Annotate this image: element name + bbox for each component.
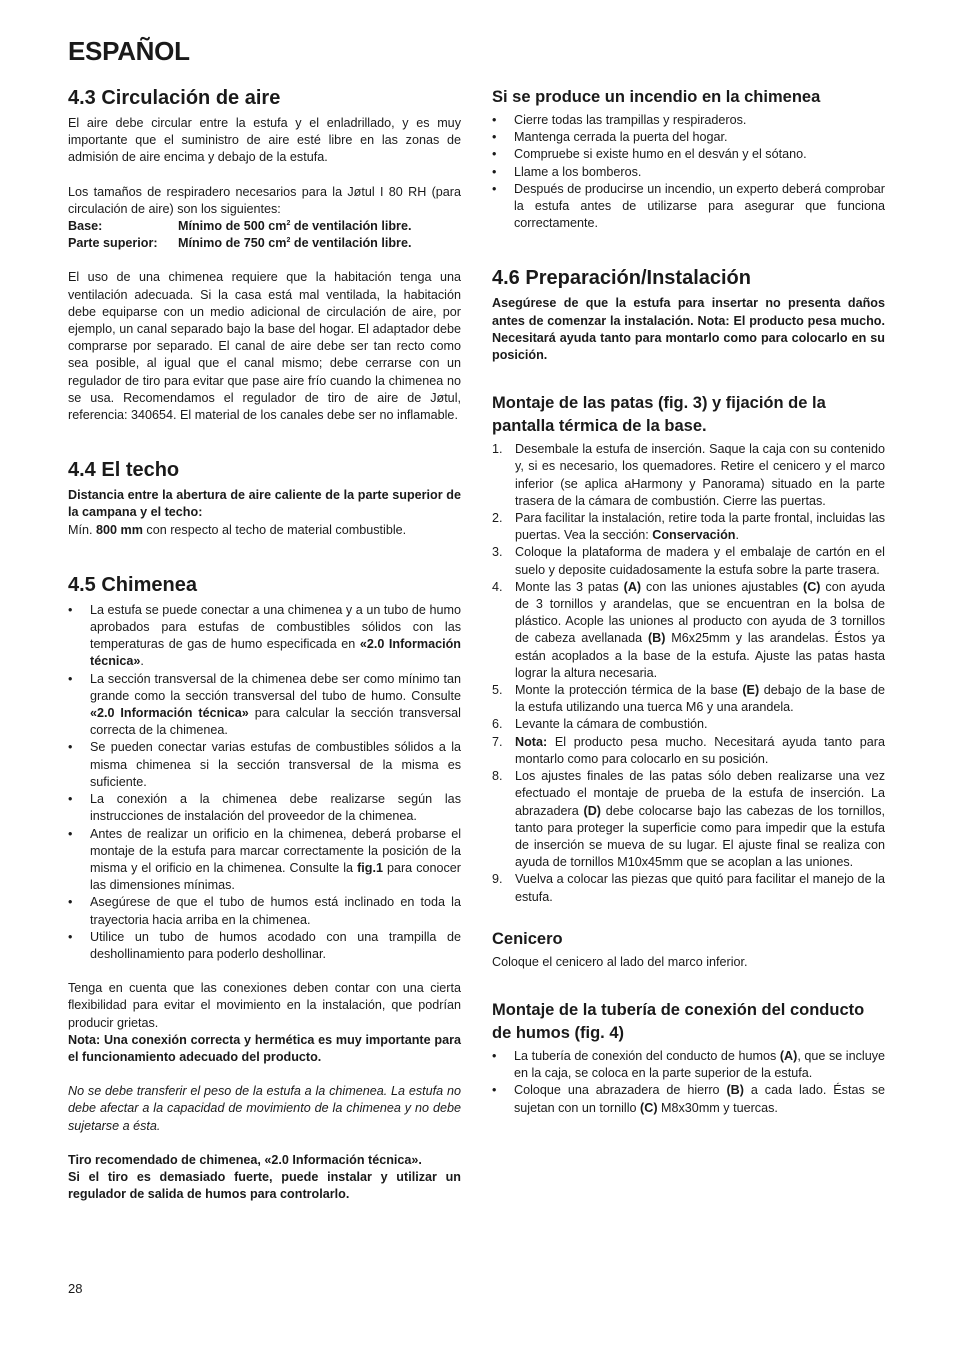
note: Nota: Una conexión correcta y hermética es muy importante para el funcionamiento adecuado del producto. xyxy=(68,1032,461,1064)
list-item xyxy=(492,871,885,905)
bullet-list xyxy=(492,1048,885,1117)
text: a cada lado. Éstas se sujetan con un tornillo xyxy=(514,1083,885,1115)
text: Levante la cámara de combustión. xyxy=(515,717,708,732)
list-item xyxy=(492,579,885,682)
paragraph-italic: No se debe transferir el peso de la estufa a la chimenea. La estufa no debe afectar a la capacidad de movimiento de la chimenea y no debe sujetarse a ésta. xyxy=(68,1084,461,1133)
list-item xyxy=(492,544,885,578)
text: M8x30mm y tuercas. xyxy=(657,1100,778,1115)
list-item: • Se pueden conectar varias estufas de combustibles sólidos a la misma chimenea si la sección transversal de la misma es suficiente. xyxy=(68,739,461,791)
paragraph-bold: Tiro recomendado de chimenea, «2.0 Información técnica». xyxy=(68,1152,422,1167)
list-item: • Compruebe si existe humo en el desván y el sótano. xyxy=(492,146,885,163)
text: . xyxy=(140,654,144,669)
list-number: 7. xyxy=(492,734,503,749)
page-title: ESPAÑOL xyxy=(68,36,190,66)
text-bold: «2.0 Información técnica» xyxy=(90,637,461,669)
subsection-heading: Si se produce un incendio en la chimenea xyxy=(492,88,821,106)
vent-base-row xyxy=(68,218,461,235)
section-4-6 xyxy=(492,266,885,364)
page-number: 28 xyxy=(68,1281,83,1296)
right-column xyxy=(492,86,885,1117)
list-item xyxy=(492,1082,885,1116)
list-item xyxy=(492,441,885,510)
left-column xyxy=(68,86,461,1203)
vent-value-text: de ventilación libre. xyxy=(290,236,412,251)
text: La sección transversal de la chimenea debe ser como mínimo tan grande como la sección transversal del tubo de humo. Consulte xyxy=(90,671,461,703)
text-bold: «2.0 Información técnica» xyxy=(90,706,249,721)
vent-label: Parte superior: xyxy=(68,236,158,251)
subsection-heading: Cenicero xyxy=(492,929,563,948)
list-item: • Cierre todas las trampillas y respiraderos. xyxy=(492,112,885,129)
section-heading: 4.3 Circulación de aire xyxy=(68,87,281,109)
text: con respecto al techo de material combustible. xyxy=(142,522,407,537)
text-bold: (A) xyxy=(623,579,642,594)
text-bold: (D) xyxy=(583,803,601,818)
list-item xyxy=(68,602,461,671)
paragraph-bold: Distancia entre la abertura de aire caliente de la parte superior de la campana y el techo: xyxy=(68,488,461,520)
text: El producto pesa mucho. Necesitará ayuda tanto para montarlo como para colocarlo en su posición. xyxy=(515,734,885,766)
text: La estufa se puede conectar a una chimenea y a un tubo de humo aprobados para estufas de combustibles sólidos con las temperaturas de gas de humo especificada en xyxy=(90,602,461,652)
text: para calcular la sección transversal correcta de la chimenea. xyxy=(90,706,461,738)
paragraph: El aire debe circular entre la estufa y el enladrillado, y es muy importante que el suministro de aire esté libre en las zonas de admisión de aire encima y debajo de la estufa. xyxy=(68,116,461,165)
paragraph-bold: Asegúrese de que la estufa para insertar no presenta daños antes de comenzar la instalación. Nota: El producto pesa mucho. Necesitará ayuda tanto para montarlo como para colocarlo en su posición. xyxy=(492,296,885,363)
text: Desembale la estufa de inserción. Saque la caja con su contenido y, si es necesario, los quemadores. Retire el cenicero y el marco inferior (se aplica aHarmony y Panorama) situado en la parte trasera de la cámara de combustión. Cierre las puertas. xyxy=(515,442,885,508)
section-ashtray xyxy=(492,928,885,971)
paragraph: Los tamaños de respiradero necesarios para la Jøtul I 80 RH (para circulación de aire) son los siguientes: xyxy=(68,184,461,216)
text: . xyxy=(735,528,740,543)
text-bold: 800 mm xyxy=(96,522,143,537)
list-number: 1. xyxy=(492,442,503,457)
list-item: • Utilice un tubo de humos acodado con una trampilla de deshollinamiento para poderlo deshollinar. xyxy=(68,929,461,963)
subsection-heading: Montaje de las patas (fig. 3) y fijación de la pantalla térmica de la base. xyxy=(492,394,826,436)
text-bold: fig.1 xyxy=(357,860,383,875)
superscript: 2 xyxy=(286,220,291,228)
section-chimney-fire xyxy=(492,86,885,232)
list-item: • Mantenga cerrada la puerta del hogar. xyxy=(492,129,885,146)
list-item xyxy=(68,826,461,895)
vent-top-row xyxy=(68,235,461,252)
text: Mín. xyxy=(68,522,96,537)
text: Monte las 3 patas xyxy=(515,579,624,594)
list-number: 5. xyxy=(492,683,503,698)
paragraph: Tenga en cuenta que las conexiones deben contar con una cierta flexibilidad para evitar el movimiento en la instalación, que podrían producir grietas. xyxy=(68,981,461,1030)
section-4-3 xyxy=(68,86,461,424)
section-4-5 xyxy=(68,573,461,1204)
text: Coloque una abrazadera de hierro xyxy=(514,1083,727,1098)
section-flue-pipe xyxy=(492,999,885,1117)
section-heading: 4.5 Chimenea xyxy=(68,573,197,596)
text: Antes de realizar un orificio en la chimenea, deberá probarse el montaje de la estufa para marcar correctamente la posición de la misma y el orificio en la chimenea. Consulte la xyxy=(90,826,461,875)
vent-label: Base: xyxy=(68,219,103,234)
vent-value-text: Mínimo de 750 cm xyxy=(178,236,287,251)
list-number: 3. xyxy=(492,545,503,560)
text-bold: Nota: xyxy=(515,734,548,749)
text: con las uniones ajustables xyxy=(641,579,804,594)
superscript: 2 xyxy=(286,237,291,245)
list-number: 9. xyxy=(492,872,503,887)
text-bold: (B) xyxy=(647,631,666,646)
vent-value xyxy=(178,235,411,252)
section-heading: 4.4 El techo xyxy=(68,459,180,482)
text-bold: (B) xyxy=(726,1083,744,1098)
text: M6x25mm y las arandelas. Éstos ya están acoplados a la base de la estufa. Ajuste las patas hasta lograr la altura necesaria. xyxy=(515,631,885,680)
text: para conocer las dimensiones mínimas. xyxy=(90,860,461,893)
text: debajo de la base de la estufa utilizando una tuerca M6 y una arandela. xyxy=(515,683,885,715)
text: La tubería de conexión del conducto de humos xyxy=(514,1048,780,1063)
list-item xyxy=(492,734,885,768)
text: debe colocarse bajo las cabezas de los tornillos, tanto para proteger la superficie como para impedir que la estufa de inserción se mueva de su lugar. El ajuste final se realiza con ayuda de tornillos M10x45mm que se acoplan a las uniones. xyxy=(515,803,885,870)
list-item: • La conexión a la chimenea debe realizarse según las instrucciones de instalación del proveedor de la chimenea. xyxy=(68,791,461,825)
text: Monte la protección térmica de la base xyxy=(515,683,743,698)
text-bold: Conservación xyxy=(652,528,736,543)
paragraph: El uso de una chimenea requiere que la habitación tenga una ventilación adecuada. Si la casa está mal ventilada, la habitación debe equiparse con un medio adicional de circulación de aire, por ejemplo, un canal separado bajo la base del hogar. El adaptador debe comprarse por separado. El canal de aire debe ser tan recto como sea posible, al igual que el canal mismo; debe cerrarse con un regulador de tiro para evitar que pase aire frío cuando la chimenea no se usa. Recomendamos el regulador de tiro de aire de Jøtul, referencia: 340654. El material de los canales debe ser no inflamable. xyxy=(68,270,461,423)
list-item: • Después de producirse un incendio, un experto deberá comprobar la estufa antes de utilizarse para asegurar que funciona correctamente. xyxy=(492,181,885,233)
list-item xyxy=(492,768,885,871)
text: Para facilitar la instalación, retire toda la parte frontal, incluidas las puertas. Vea la sección: xyxy=(515,511,885,543)
text-bold: (E) xyxy=(742,683,760,698)
vent-value xyxy=(178,218,411,235)
list-item xyxy=(492,1048,885,1082)
bullet-list xyxy=(492,112,885,232)
list-number: 8. xyxy=(492,769,503,784)
list-item xyxy=(68,671,461,740)
bullet-list xyxy=(68,602,461,963)
list-item: • Llame a los bomberos. xyxy=(492,164,885,181)
text: Coloque la plataforma de madera y el embalaje de cartón en el suelo y deposite cuidadosamente la estufa sobre la parte trasera. xyxy=(515,545,885,577)
section-heading: 4.6 Preparación/Instalación xyxy=(492,267,751,290)
list-item xyxy=(492,716,885,733)
list-number: 6. xyxy=(492,717,503,732)
text: , que se incluye en la caja, se coloca en la parte superior de la estufa. xyxy=(514,1048,885,1081)
subsection-heading: Montaje de la tubería de conexión del conducto de humos (fig. 4) xyxy=(492,1000,865,1042)
text-bold: (A) xyxy=(779,1048,798,1063)
text: Los ajustes finales de las patas sólo deben realizarse una vez efectuado el montaje de prueba de la estufa de inserción. La abrazadera xyxy=(515,769,885,818)
text-bold: (C) xyxy=(640,1100,658,1115)
paragraph: Coloque el cenicero al lado del marco inferior. xyxy=(492,954,748,969)
numbered-list xyxy=(492,441,885,905)
paragraph-bold: Si el tiro es demasiado fuerte, puede instalar y utilizar un regulador de salida de humos para controlarlo. xyxy=(68,1169,461,1202)
text: con ayuda de 3 tornillos y arandelas, que se encuentran en la bolsa de plástico. Acople las uniones al producto con ayuda de 3 tornillos de cabeza avellanada xyxy=(515,579,885,646)
text-bold: (C) xyxy=(803,579,821,594)
list-number: 4. xyxy=(492,579,503,594)
list-number: 2. xyxy=(492,511,503,526)
vent-value-text: de ventilación libre. xyxy=(290,219,412,234)
text: Vuelva a colocar las piezas que quitó para facilitar el manejo de la estufa. xyxy=(515,872,885,904)
list-item xyxy=(492,510,885,544)
list-item xyxy=(492,682,885,716)
section-4-4 xyxy=(68,458,461,539)
paragraph xyxy=(68,522,461,539)
list-item: • Asegúrese de que el tubo de humos está inclinado en toda la trayectoria hacia arriba en la chimenea. xyxy=(68,894,461,928)
section-legs-mounting xyxy=(492,392,885,905)
vent-value-text: Mínimo de 500 cm xyxy=(178,219,287,234)
